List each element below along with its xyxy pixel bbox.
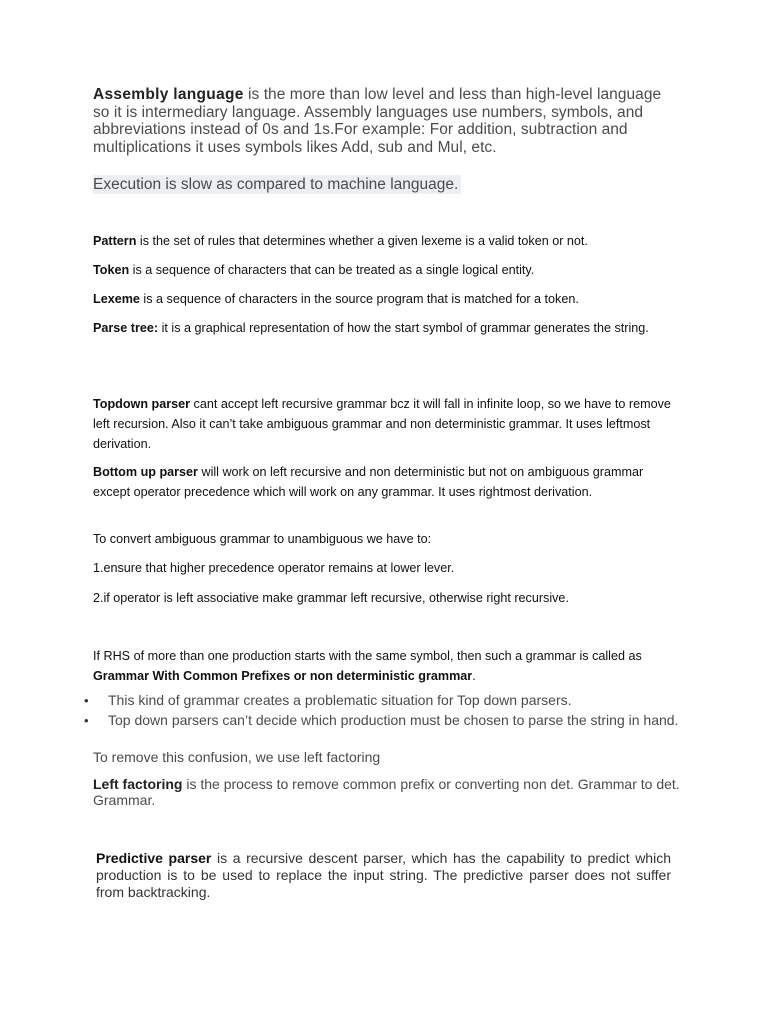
topdown-parser-term: Topdown parser bbox=[93, 397, 191, 411]
token-term: Token bbox=[93, 263, 130, 277]
topdown-parser-paragraph bbox=[93, 394, 683, 454]
lexeme-paragraph bbox=[93, 289, 683, 309]
common-prefix-intro: If RHS of more than one production starts with the same symbol, then such a grammar is called as bbox=[93, 649, 642, 663]
bottomup-parser-text: will work on left recursive and non deterministic but not on ambiguous grammar except operator precedence which will work on any grammar. It uses rightmost derivation. bbox=[93, 465, 644, 499]
pattern-paragraph bbox=[93, 231, 683, 251]
token-paragraph bbox=[93, 260, 683, 280]
assembly-language-paragraph bbox=[93, 86, 673, 156]
common-prefix-end: . bbox=[472, 669, 476, 683]
left-factoring-term: Left factoring bbox=[93, 776, 183, 792]
predictive-parser-term: Predictive parser bbox=[96, 850, 212, 866]
bullet-icon: • bbox=[84, 712, 89, 728]
predictive-parser-text: is a recursive descent parser, which has the capability to predict which production is to be used to replace the input string. The predictive parser does not suffer from backtracking. bbox=[96, 850, 671, 900]
list-item bbox=[82, 713, 682, 729]
execution-note: Execution is slow as compared to machine language. bbox=[93, 175, 461, 194]
predictive-parser-paragraph bbox=[96, 850, 671, 901]
left-factoring-text: is the process to remove common prefix or converting non det. Grammar to det. Grammar. bbox=[93, 776, 680, 808]
bullet-icon: • bbox=[84, 693, 89, 708]
topdown-parser-text: cant accept left recursive grammar bcz it will fall in infinite loop, so we have to remove left recursion. Also it can’t take ambiguous grammar and non deterministic grammar. It uses leftmost derivation. bbox=[93, 397, 671, 451]
remove-confusion-text: To remove this confusion, we use left factoring bbox=[93, 749, 381, 765]
convert-step-1: 1.ensure that higher precedence operator remains at lower lever. bbox=[93, 561, 455, 575]
bottomup-parser-paragraph bbox=[93, 462, 683, 502]
common-prefix-paragraph bbox=[93, 646, 683, 686]
assembly-language-term: Assembly language bbox=[93, 86, 244, 103]
bullet-text: This kind of grammar creates a problematic situation for Top down parsers. bbox=[108, 692, 572, 708]
token-text: is a sequence of characters that can be treated as a single logical entity. bbox=[129, 263, 535, 277]
list-item bbox=[82, 693, 682, 709]
common-prefix-term: Grammar With Common Prefixes or non deterministic grammar bbox=[93, 669, 473, 683]
problem-bullet-list bbox=[82, 693, 682, 732]
convert-intro: To convert ambiguous grammar to unambiguous we have to: bbox=[93, 532, 432, 546]
parse-tree-paragraph bbox=[93, 318, 683, 338]
lexeme-term: Lexeme bbox=[93, 292, 140, 306]
parse-tree-text: it is a graphical representation of how the start symbol of grammar generates the string. bbox=[158, 321, 649, 335]
bullet-text: Top down parsers can’t decide which production must be chosen to parse the string in hand. bbox=[108, 711, 679, 728]
convert-step-2: 2.if operator is left associative make grammar left recursive, otherwise right recursive. bbox=[93, 591, 569, 605]
pattern-term: Pattern bbox=[93, 234, 137, 248]
lexeme-text: is a sequence of characters in the source program that is matched for a token. bbox=[139, 292, 579, 306]
assembly-language-text: is the more than low level and less than high-level language so it is intermediary language. Assembly languages use numbers, symbols, and abbreviations instead of 0s and 1s.For example: For addition, subtraction and multiplications it uses symbols likes Add, sub and Mul, etc. bbox=[93, 86, 662, 156]
pattern-text: is the set of rules that determines whether a given lexeme is a valid token or not. bbox=[136, 234, 588, 248]
left-factoring-paragraph bbox=[93, 777, 683, 808]
parse-tree-term: Parse tree: bbox=[93, 321, 159, 335]
bottomup-parser-term: Bottom up parser bbox=[93, 465, 198, 479]
